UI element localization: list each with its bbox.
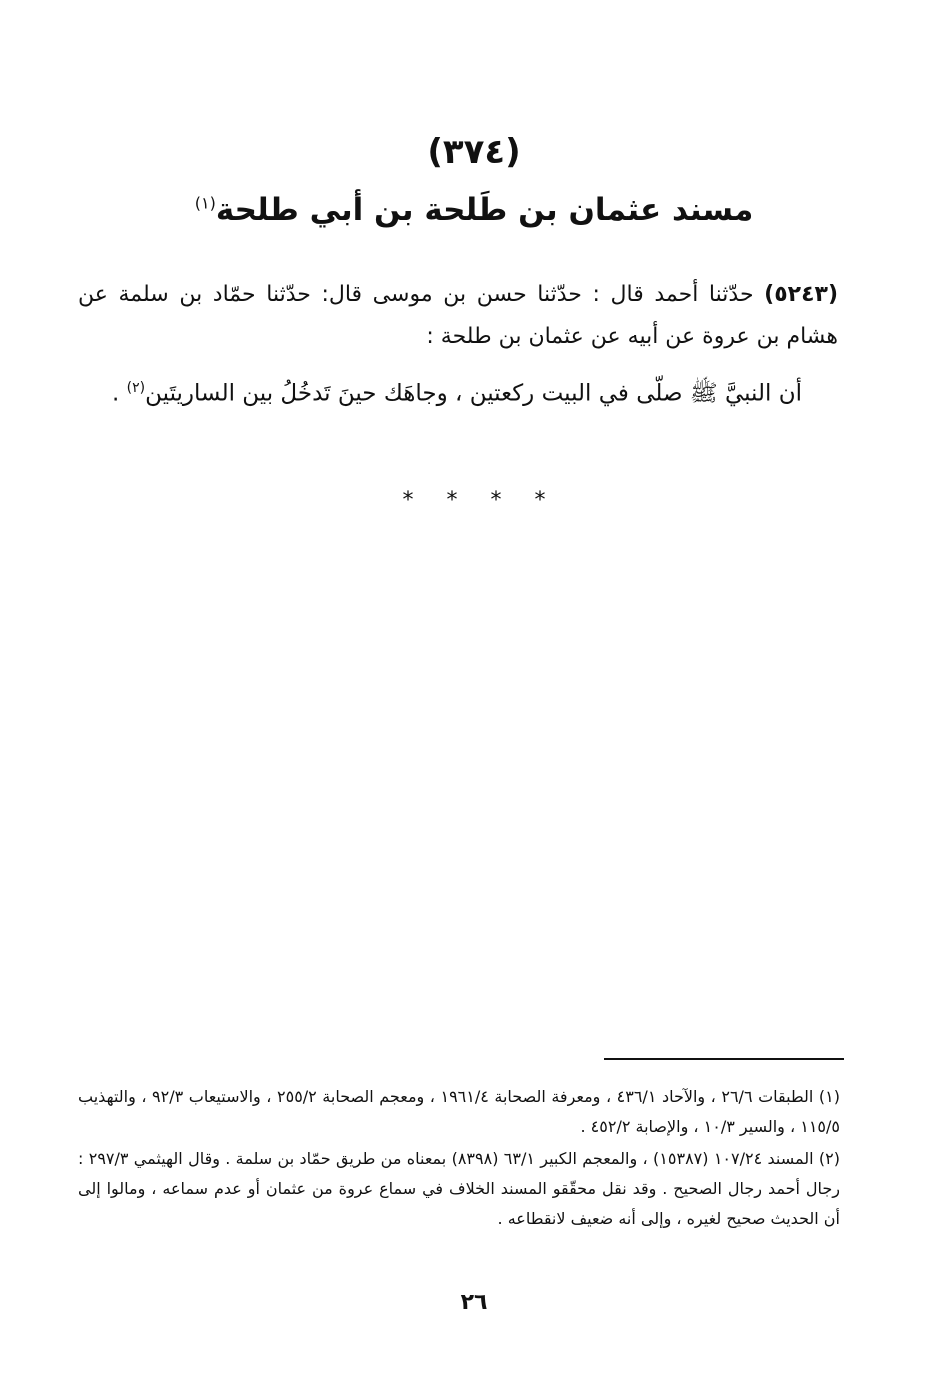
section-separator: * * * * <box>402 488 546 513</box>
footnote-2-text: المسند ١٠٧/٢٤ (١٥٣٨٧) ، والمعجم الكبير ٦٣/١ (٨٣٩٨) بمعناه من طريق حمّاد بن سلمة . وقال الهيثمي ٢٩٧/٣ : رجال أحمد رجال الصحيح . وقد نقل محقّقو المسند الخلاف في سماع عروة من عثمان أو عدم سماعه ، ومالوا إلى أن الحديث صحيح لغيره ، وإلى أنه ضعيف لانقطاعه . <box>78 1149 840 1228</box>
footnote-1 <box>78 1082 840 1142</box>
hadith-matn-end: . <box>112 380 127 407</box>
hadith-matn <box>82 368 802 414</box>
musnad-title-text: مسند عثمان بن طَلحة بن أبي طلحة <box>215 192 754 228</box>
footnote-divider <box>604 1058 844 1060</box>
hadith-matn-text: أن النبيَّ ﷺ صلّى في البيت ركعتين ، وجاهَك حينَ تَدخُلُ بين الساريتَين <box>145 380 802 407</box>
footnote-2-marker: (٢) <box>818 1149 841 1168</box>
section-number: (٣٧٤) <box>427 132 521 172</box>
musnad-title <box>0 192 948 228</box>
hadith-isnad <box>78 274 838 358</box>
hadith-isnad-text: حدّثنا أحمد قال : حدّثنا حسن بن موسى قال: حدّثنا حمّاد بن سلمة عن هشام بن عروة عن أبيه عن عثمان بن طلحة : <box>78 282 838 349</box>
footnote-1-text: الطبقات ٢٦/٦ ، والآحاد ٤٣٦/١ ، ومعرفة الصحابة ١٩٦١/٤ ، ومعجم الصحابة ٢٥٥/٢ ، والاستيعاب ٩٢/٣ ، والتهذيب ١١٥/٥ ، والسير ١٠/٣ ، والإصابة ٤٥٢/٢ . <box>78 1087 840 1136</box>
footnote-1-marker: (١) <box>818 1087 841 1106</box>
hadith-matn-footnote-ref[interactable]: (٢) <box>126 380 146 396</box>
footnote-2 <box>78 1144 840 1234</box>
footnotes <box>78 1082 840 1236</box>
hadith-number: (٥٢٤٣) <box>764 282 839 307</box>
page-number: ٢٦ <box>460 1290 488 1315</box>
musnad-title-footnote-ref[interactable]: (١) <box>194 193 216 213</box>
